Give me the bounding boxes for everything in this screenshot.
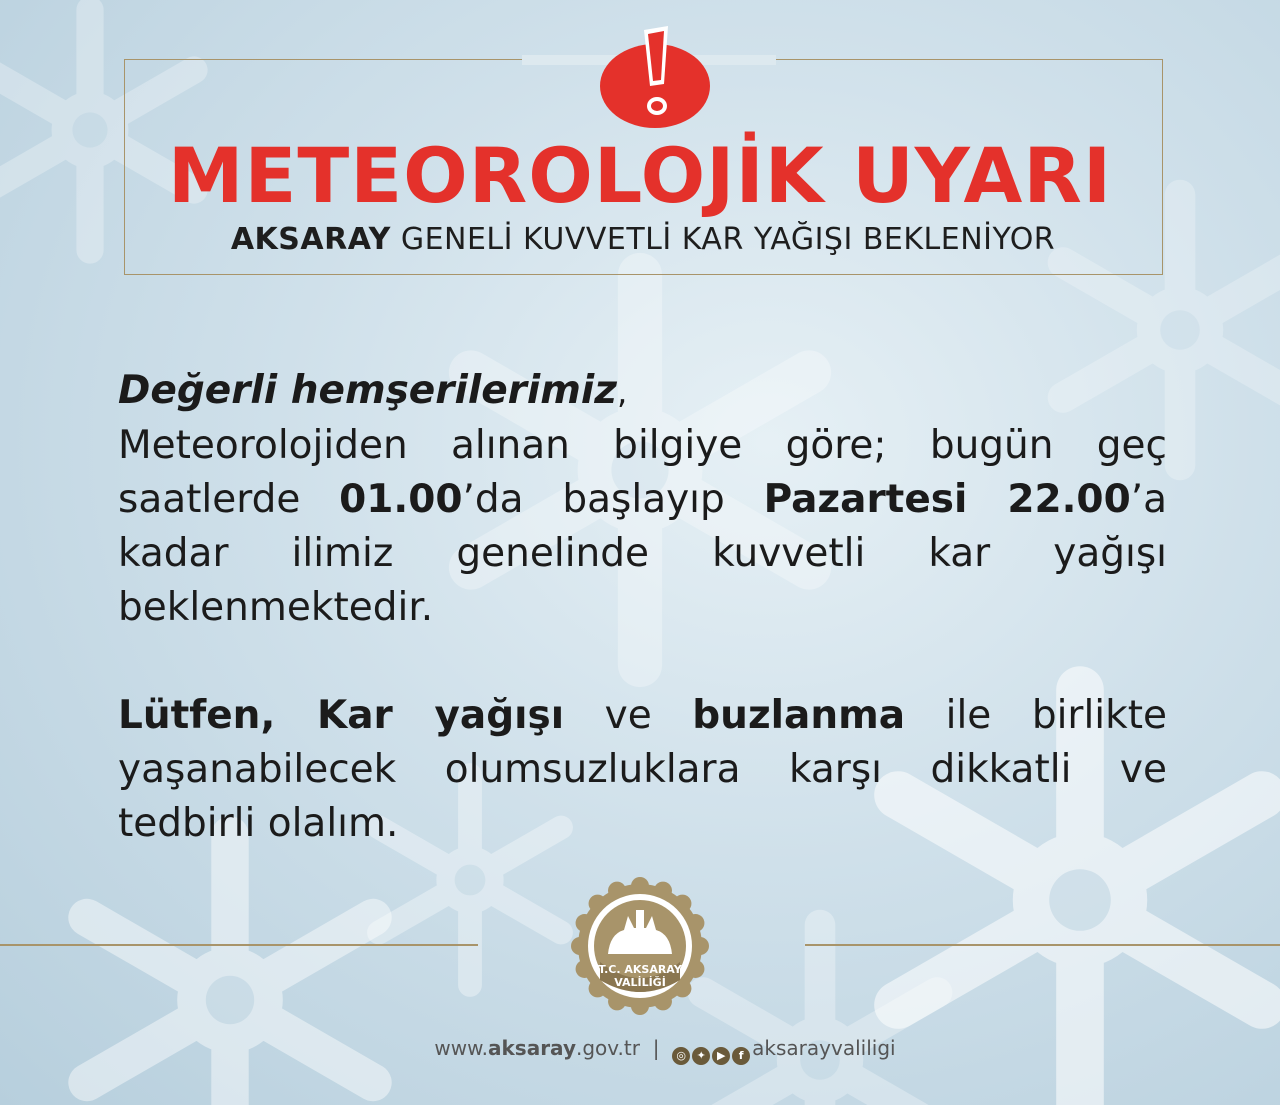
p2-run-1: ve <box>564 693 693 738</box>
instagram-icon[interactable]: ◎ <box>672 1047 690 1065</box>
social-icons <box>672 1040 752 1065</box>
p1-run-3: Pazartesi 22.00 <box>763 477 1131 522</box>
subtitle-text: GENELİ KUVVETLİ KAR YAĞIŞI BEKLENİYOR <box>390 222 1056 257</box>
greeting-punct: , <box>616 373 628 411</box>
exclamation-icon <box>598 22 712 132</box>
footer-separator: | <box>652 1036 660 1060</box>
p1-run-4: ’a kadar ilimiz genelinde kuvvetli kar yağışı beklenmektedir. <box>118 477 1168 630</box>
seal-label-1: T.C. AKSARAY <box>598 963 682 976</box>
divider-right <box>805 944 1280 946</box>
announcement-body <box>118 364 1167 851</box>
greeting <box>118 364 1167 419</box>
twitter-icon[interactable]: ✦ <box>692 1047 710 1065</box>
p1-run-2: ’da başlayıp <box>462 477 764 522</box>
p2-run-3: ile birlikte yaşanabilecek olumsuzluklara karşı dikkatli ve tedbirli olalım. <box>118 693 1167 846</box>
paragraph-advice <box>118 689 1167 851</box>
footer <box>0 1036 1280 1065</box>
social-handle[interactable]: aksarayvaliligi <box>752 1036 896 1060</box>
page-title: METEOROLOJİK UYARI <box>167 131 1113 220</box>
page-subtitle <box>0 222 1280 257</box>
greeting-text: Değerli hemşerilerimiz <box>118 368 617 413</box>
p2-run-2: buzlanma <box>692 693 906 738</box>
paragraph-forecast <box>118 419 1167 635</box>
subtitle-city: AKSARAY <box>230 222 391 257</box>
youtube-icon[interactable]: ▶ <box>712 1047 730 1065</box>
p2-run-0: Lütfen, Kar yağışı <box>118 693 565 738</box>
website-link[interactable]: www.aksaray.gov.tr <box>434 1036 640 1060</box>
facebook-icon[interactable]: f <box>732 1047 750 1065</box>
p1-run-0: Meteorolojiden alınan bilgiye göre; bugün geç saatlerde <box>118 423 1167 522</box>
divider-left <box>0 944 478 946</box>
p1-run-1: 01.00 <box>339 477 463 522</box>
aksaray-governorship-seal <box>570 876 710 1016</box>
seal-label-2: VALİLİĞİ <box>614 976 666 989</box>
